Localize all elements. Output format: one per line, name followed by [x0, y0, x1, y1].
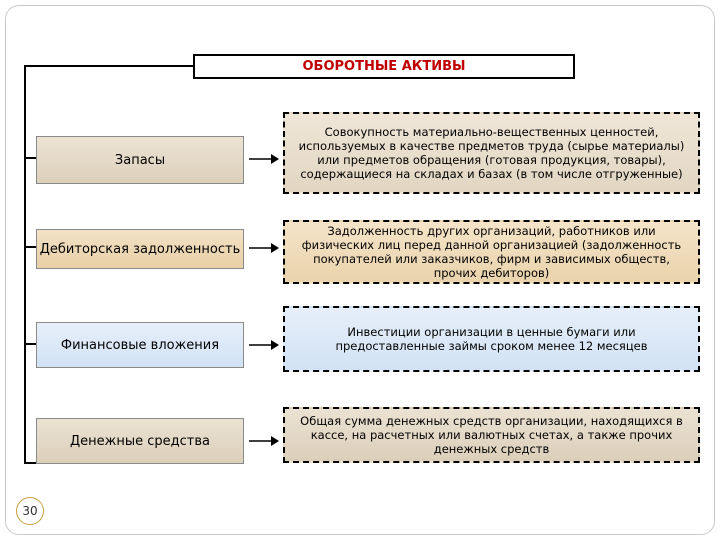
diagram-title: ОБОРОТНЫЕ АКТИВЫ — [193, 54, 575, 79]
description-financial-investments: Инвестиции организации в ценные бумаги или предоставленные займы сроком менее 12 месяцев — [283, 306, 700, 372]
connector-spine — [24, 65, 26, 464]
description-cash: Общая сумма денежных средств организации, находящихся в кассе, на расчетных или валютных счетах, а также прочих денежных средств — [283, 407, 700, 463]
arrow-right-icon — [249, 435, 279, 447]
arrow-right-icon — [249, 242, 279, 254]
description-inventory: Совокупность материально-вещественных ценностей, используемых в качестве предметов труда (сырье материалы) или предметов обращения (готовая продукция, товары), содержащиеся на складах и базах (в том числе отгруженные) — [283, 112, 700, 194]
connector-row-2 — [24, 246, 36, 248]
category-inventory: Запасы — [36, 136, 244, 184]
arrow-right-icon — [249, 339, 279, 351]
connector-row-4 — [24, 462, 36, 464]
connector-row-3 — [24, 343, 36, 345]
arrow-right-icon — [249, 153, 279, 165]
category-receivables: Дебиторская задолженность — [36, 229, 244, 269]
description-receivables: Задолженность других организаций, работников или физических лиц перед данной организацией (задолженность покупателей или заказчиков, фирм и зависимых обществ, прочих дебиторов) — [283, 220, 700, 284]
connector-row-1 — [24, 157, 36, 159]
connector-top — [24, 65, 193, 67]
category-cash: Денежные средства — [36, 418, 244, 464]
page-number-badge: 30 — [16, 497, 44, 525]
category-financial-investments: Финансовые вложения — [36, 322, 244, 368]
